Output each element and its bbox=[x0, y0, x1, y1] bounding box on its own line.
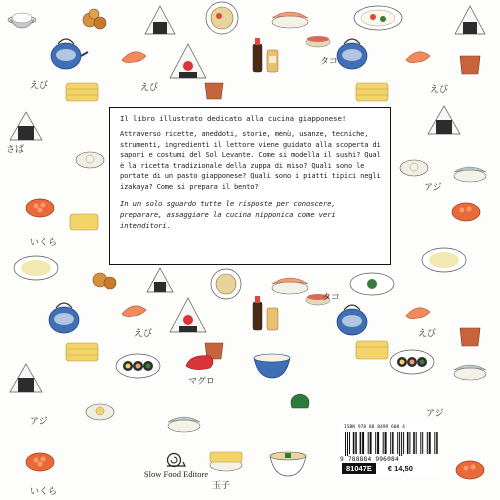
onigiri-icon bbox=[145, 6, 175, 34]
tea-cup-icon bbox=[205, 83, 223, 99]
barcode-bar bbox=[422, 432, 423, 454]
barcode-bar bbox=[377, 432, 379, 454]
teapot-icon bbox=[337, 39, 367, 69]
ebi-label: えび bbox=[418, 329, 437, 339]
bento-plate-icon bbox=[206, 2, 238, 34]
aji-label: アジ bbox=[30, 417, 48, 427]
barcode-bar bbox=[392, 432, 394, 454]
barcode-bar bbox=[383, 432, 384, 454]
rice-bowl-icon bbox=[8, 13, 36, 28]
barcode-bar bbox=[353, 432, 355, 454]
spinach-icon bbox=[291, 394, 309, 408]
bento-plate-icon bbox=[211, 269, 241, 299]
onigiri-icon bbox=[455, 6, 485, 34]
barcode-bar bbox=[360, 432, 362, 454]
tako-label: タコ bbox=[320, 57, 339, 67]
barcode-bar bbox=[413, 432, 415, 454]
tamago-icon bbox=[356, 83, 388, 101]
barcode-bar bbox=[401, 432, 402, 456]
barcode-bar bbox=[409, 432, 410, 454]
nigiri-aji-icon bbox=[454, 167, 486, 182]
barcode-bar bbox=[434, 432, 435, 454]
mochi-plate-icon bbox=[400, 160, 428, 176]
onigiri-icon bbox=[147, 268, 173, 292]
barcode-digits: 9 788884 996084 bbox=[340, 456, 399, 463]
fried-food-icon bbox=[83, 9, 106, 29]
barcode-bar bbox=[390, 432, 391, 454]
tamago-icon bbox=[356, 341, 388, 359]
ebi-label: えび bbox=[140, 83, 159, 93]
maki-roll-plate-icon bbox=[390, 350, 434, 374]
rice-plate-icon bbox=[350, 273, 394, 295]
blurb-body: Attraverso ricette, aneddoti, storie, menù, usanze, tecniche, strumenti, ingredienti il lettore viene guidato alla scoperta di sapori e costumi del Sol Levante. Come si modella il sushi? Qual è la ricetta tradizionale della zuppa di miso? Quali sono le portate di un pasto giapponese? Quali sono i piatti tipici negli izakaya? Come si prepara il bento? bbox=[120, 129, 381, 191]
barcode-bar bbox=[436, 432, 438, 454]
ikura-label: いくら bbox=[30, 487, 58, 497]
tea-cup-icon bbox=[460, 56, 480, 74]
product-code: 81047E bbox=[342, 463, 376, 474]
maguro-icon bbox=[186, 356, 213, 370]
barcode-bar bbox=[355, 432, 357, 454]
barcode-bar bbox=[429, 432, 431, 454]
ikura-bowl-icon bbox=[26, 453, 54, 471]
ebi-label: えび bbox=[30, 81, 49, 91]
onigiri-nori-icon bbox=[428, 106, 460, 134]
maguro-label: マグロ bbox=[188, 377, 216, 387]
barcode-bar bbox=[420, 432, 421, 454]
rice-plate-icon bbox=[354, 6, 402, 30]
barcode-bar bbox=[397, 432, 398, 454]
saba-label: さば bbox=[6, 145, 25, 155]
teapot-icon bbox=[49, 303, 79, 333]
ramen-bowl-icon bbox=[254, 354, 290, 378]
tea-cup-icon bbox=[460, 328, 480, 346]
barcode-bar bbox=[368, 432, 369, 454]
shrimp-icon bbox=[406, 308, 430, 319]
publisher-block bbox=[136, 452, 216, 479]
soy-sauce-bottles-icon bbox=[253, 296, 278, 330]
fried-food-icon bbox=[93, 273, 116, 289]
rice-plate-icon bbox=[422, 248, 466, 272]
rice-plate-icon bbox=[14, 256, 58, 280]
barcode-bar bbox=[375, 432, 376, 454]
onigiri-nori-icon bbox=[10, 112, 42, 140]
mochi-plate-icon bbox=[76, 152, 104, 168]
tako-icon bbox=[306, 36, 330, 47]
nigiri-aji-icon bbox=[454, 365, 486, 380]
barcode-bar bbox=[345, 432, 346, 456]
shrimp-icon bbox=[406, 52, 430, 63]
ikura-bowl-icon bbox=[456, 461, 484, 479]
aji-label: アジ bbox=[424, 183, 442, 193]
tamago-label: 玉子 bbox=[212, 481, 231, 491]
aji-label: アジ bbox=[426, 409, 444, 419]
maki-roll-plate-icon bbox=[116, 354, 160, 378]
tamago-icon bbox=[66, 83, 98, 101]
nigiri-ebi-icon bbox=[272, 278, 308, 294]
tamago-icon bbox=[70, 214, 98, 230]
price-row bbox=[342, 463, 438, 474]
barcode-bar bbox=[362, 432, 364, 454]
onigiri-umeboshi-icon bbox=[170, 44, 206, 78]
miso-soup-icon bbox=[270, 452, 306, 476]
tako-label: タコ bbox=[322, 293, 341, 303]
barcode-bar bbox=[403, 432, 404, 454]
nigiri-ebi-icon bbox=[272, 12, 308, 28]
shrimp-icon bbox=[122, 306, 146, 317]
barcode-bar bbox=[385, 432, 387, 454]
ebi-label: えび bbox=[430, 85, 449, 95]
ikura-label: いくら bbox=[30, 238, 58, 248]
isbn-text: ISBN 978 88 8499 608 4 bbox=[344, 425, 405, 430]
publisher-name: Slow Food Editore bbox=[143, 469, 209, 479]
barcode-bar bbox=[399, 432, 400, 456]
barcode-bars bbox=[344, 432, 438, 456]
barcode-bar bbox=[416, 432, 417, 454]
nigiri-aji-icon bbox=[168, 417, 200, 432]
blurb-closing: In un solo sguardo tutte le risposte per conoscere, preparare, assaggiare la cucina nipponica come veri intenditori. bbox=[120, 199, 336, 230]
barcode-bar bbox=[349, 432, 350, 454]
ikura-bowl-icon bbox=[26, 199, 54, 217]
blurb-box bbox=[109, 107, 391, 265]
tamago-icon bbox=[66, 343, 98, 361]
barcode-bar bbox=[427, 432, 428, 454]
shrimp-icon bbox=[122, 52, 146, 63]
barcode-bar bbox=[347, 432, 348, 456]
blurb-intro: Il libro illustrato dedicato alla cucina giapponese! bbox=[120, 114, 347, 123]
teapot-icon bbox=[337, 305, 367, 335]
price: € 14,50 bbox=[387, 464, 413, 473]
barcode-bar bbox=[370, 432, 372, 454]
soy-sauce-bottles-icon bbox=[253, 38, 278, 72]
mochi-plate-icon bbox=[86, 404, 114, 420]
ebi-label: えび bbox=[134, 329, 153, 339]
ikura-bowl-icon bbox=[452, 203, 480, 221]
barcode-bar bbox=[407, 432, 409, 454]
onigiri-nori-icon bbox=[10, 364, 42, 392]
barcode-block bbox=[340, 425, 440, 475]
teapot-icon bbox=[51, 39, 88, 69]
onigiri-umeboshi-icon bbox=[170, 298, 206, 332]
snail-icon bbox=[165, 452, 187, 468]
